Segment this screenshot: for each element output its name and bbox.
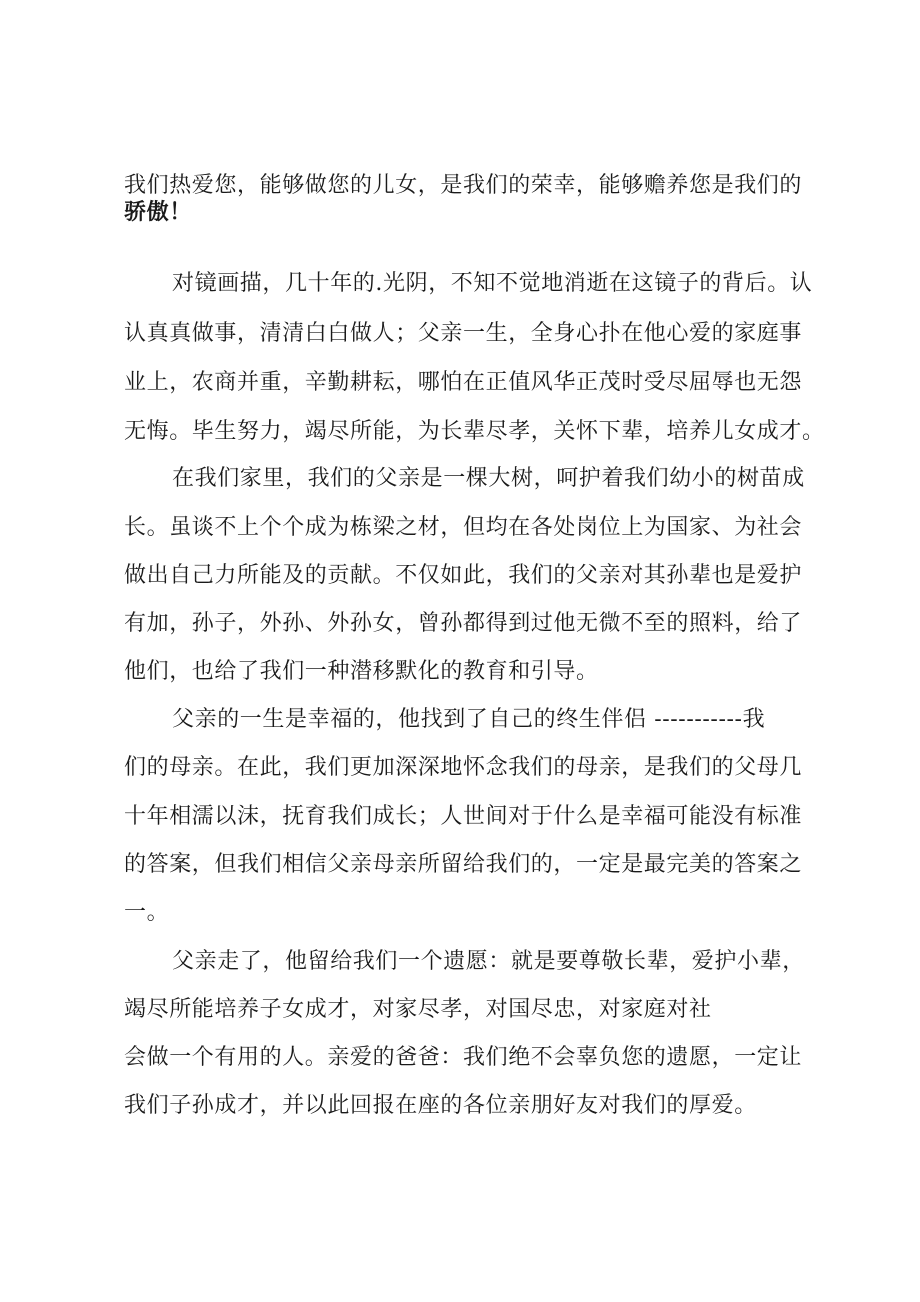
- paragraph-2-line-1: 对镜画描，几十年的.光阴，不知不觉地消逝在这镜子的背后。认: [172, 271, 813, 296]
- paragraph-3-line-5: 他们，也给了我们一种潜移默化的教育和引导。: [124, 659, 599, 684]
- paragraph-5-line-4: 我们子孙成才，并以此回报在座的各位亲朋好友对我们的厚爱。: [124, 1093, 757, 1118]
- paragraph-3-line-1: 在我们家里，我们的父亲是一棵大树，呵护着我们幼小的树苗成: [172, 466, 805, 491]
- paragraph-4-line-3: 十年相濡以沫，抚育我们成长；人世间对于什么是幸福可能没有标准: [124, 804, 803, 829]
- paragraph-2-line-3: 业上，农商并重，辛勤耕耘，哪怕在正值风华正茂时受尽屈辱也无怨: [124, 370, 803, 395]
- paragraph-3-line-2: 长。虽谈不上个个成为栋梁之材，但均在各处岗位上为国家、为社会: [124, 515, 803, 540]
- paragraph-2-line-2: 认真真做事，清清白白做人；父亲一生，全身心扑在他心爱的家庭事: [124, 321, 803, 346]
- paragraph-5-line-3: 会做一个有用的人。亲爱的爸爸：我们绝不会辜负您的遗愿，一定让: [124, 1045, 803, 1070]
- paragraph-5-line-2: 竭尽所能培养子女成才，对家尽孝，对国尽忠，对家庭对社: [124, 997, 712, 1022]
- paragraph-1-line-2: 骄傲！: [124, 199, 192, 225]
- paragraph-3-line-4: 有加，孙子，外孙、外孙女，曾孙都得到过他无微不至的照料，给了: [124, 611, 803, 636]
- paragraph-1-line-1: 我们热爱您，能够做您的儿女，是我们的荣幸，能够赡养您是我们的: [124, 173, 803, 198]
- paragraph-2-line-4: 无悔。毕生努力，竭尽所能，为长辈尽孝，关怀下辈，培养儿女成才。: [124, 419, 825, 444]
- paragraph-4-line-1: 父亲的一生是幸福的，他找到了自己的终生伴侣 -----------我: [172, 707, 766, 732]
- paragraph-5-line-1: 父亲走了，他留给我们一个遗愿：就是要尊敬长辈，爱护小辈，: [172, 949, 805, 974]
- paragraph-4-line-5: 一。: [124, 900, 170, 925]
- paragraph-4-line-4: 的答案，但我们相信父亲母亲所留给我们的，一定是最完美的答案之: [124, 852, 803, 877]
- paragraph-3-line-3: 做出自己力所能及的贡献。不仅如此，我们的父亲对其孙辈也是爱护: [124, 563, 803, 588]
- paragraph-4-line-2: 们的母亲。在此，我们更加深深地怀念我们的母亲，是我们的父母几: [124, 755, 803, 780]
